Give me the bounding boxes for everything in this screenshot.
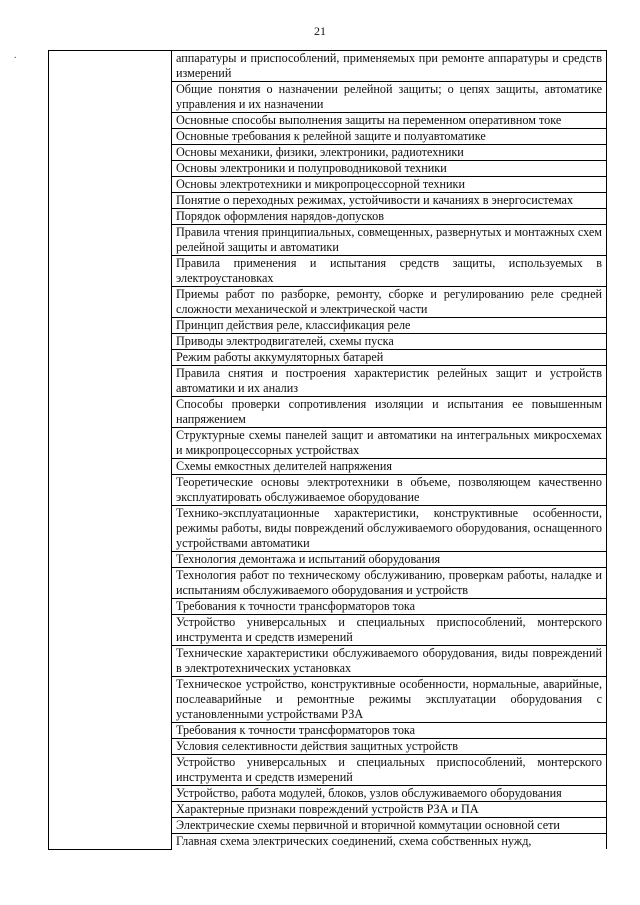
knowledge-item: Основы электроники и полупроводниковой техники (172, 161, 607, 177)
knowledge-item: Основы механики, физики, электроники, радиотехники (172, 145, 607, 161)
knowledge-item: Правила чтения принципиальных, совмещенных, развернутых и монтажных схем релейной защиты и автоматики (172, 225, 607, 256)
knowledge-item: Устройство универсальных и специальных приспособлений, монтерского инструмента и средств измерений (172, 755, 607, 786)
knowledge-item: Способы проверки сопротивления изоляции и испытания ее повышенным напряжением (172, 397, 607, 428)
knowledge-item: Требования к точности трансформаторов тока (172, 723, 607, 739)
knowledge-item: Условия селективности действия защитных устройств (172, 739, 607, 755)
knowledge-item: Технические характеристики обслуживаемого оборудования, виды повреждений в электротехнических установках (172, 646, 607, 677)
knowledge-item: Принцип действия реле, классификация реле (172, 318, 607, 334)
page-number: 21 (314, 24, 326, 38)
knowledge-item: Схемы емкостных делителей напряжения (172, 459, 607, 475)
knowledge-item: Устройство универсальных и специальных приспособлений, монтерского инструмента и средств измерений (172, 615, 607, 646)
knowledge-item: Характерные признаки повреждений устройств РЗА и ПА (172, 802, 607, 818)
knowledge-item: аппаратуры и приспособлений, применяемых при ремонте аппаратуры и средств измерений (172, 51, 607, 82)
knowledge-item: Устройство, работа модулей, блоков, узлов обслуживаемого оборудования (172, 786, 607, 802)
knowledge-item: Приводы электродвигателей, схемы пуска (172, 334, 607, 350)
left-column-cell (49, 51, 172, 850)
knowledge-item: Главная схема электрических соединений, схема собственных нужд, (172, 834, 607, 850)
knowledge-item: Порядок оформления нарядов-допусков (172, 209, 607, 225)
knowledge-item: Общие понятия о назначении релейной защиты; о цепях защиты, автоматике управления и их назначении (172, 82, 607, 113)
knowledge-item: Основные требования к релейной защите и полуавтоматике (172, 129, 607, 145)
knowledge-item: Приемы работ по разборке, ремонту, сборке и регулированию реле средней сложности механической и электрической части (172, 287, 607, 318)
knowledge-item: Основы электротехники и микропроцессорной техники (172, 177, 607, 193)
knowledge-item: Требования к точности трансформаторов тока (172, 599, 607, 615)
knowledge-item: Режим работы аккумуляторных батарей (172, 350, 607, 366)
knowledge-item: Технология работ по техническому обслуживанию, проверкам работы, наладке и испытаниям обслуживаемого оборудования и устройств (172, 568, 607, 599)
knowledge-item: Правила применения и испытания средств защиты, используемых в электроустановках (172, 256, 607, 287)
knowledge-item: Понятие о переходных режимах, устойчивости и качаниях в энергосистемах (172, 193, 607, 209)
knowledge-item: Техническое устройство, конструктивные особенности, нормальные, аварийные, послеаварийные и ремонтные режимы эксплуатации оборудования с установленными устройствами РЗА (172, 677, 607, 723)
knowledge-item: Технология демонтажа и испытаний оборудования (172, 552, 607, 568)
knowledge-item: Правила снятия и построения характеристик релейных защит и устройств автоматики и их анализ (172, 366, 607, 397)
knowledge-item: Структурные схемы панелей защит и автоматики на интегральных микросхемах и микропроцессорных устройствах (172, 428, 607, 459)
knowledge-item: Электрические схемы первичной и вторичной коммутации основной сети (172, 818, 607, 834)
knowledge-item: Теоретические основы электротехники в объеме, позволяющем качественно эксплуатировать обслуживаемое оборудование (172, 475, 607, 506)
knowledge-item: Технико-эксплуатационные характеристики, конструктивные особенности, режимы работы, виды повреждений обслуживаемого оборудования, оснащенного устройствами автоматики (172, 506, 607, 552)
table-row (49, 51, 607, 82)
knowledge-table-body (49, 51, 607, 850)
margin-mark: . (14, 50, 17, 61)
knowledge-table (48, 50, 607, 850)
knowledge-item: Основные способы выполнения защиты на переменном оперативном токе (172, 113, 607, 129)
